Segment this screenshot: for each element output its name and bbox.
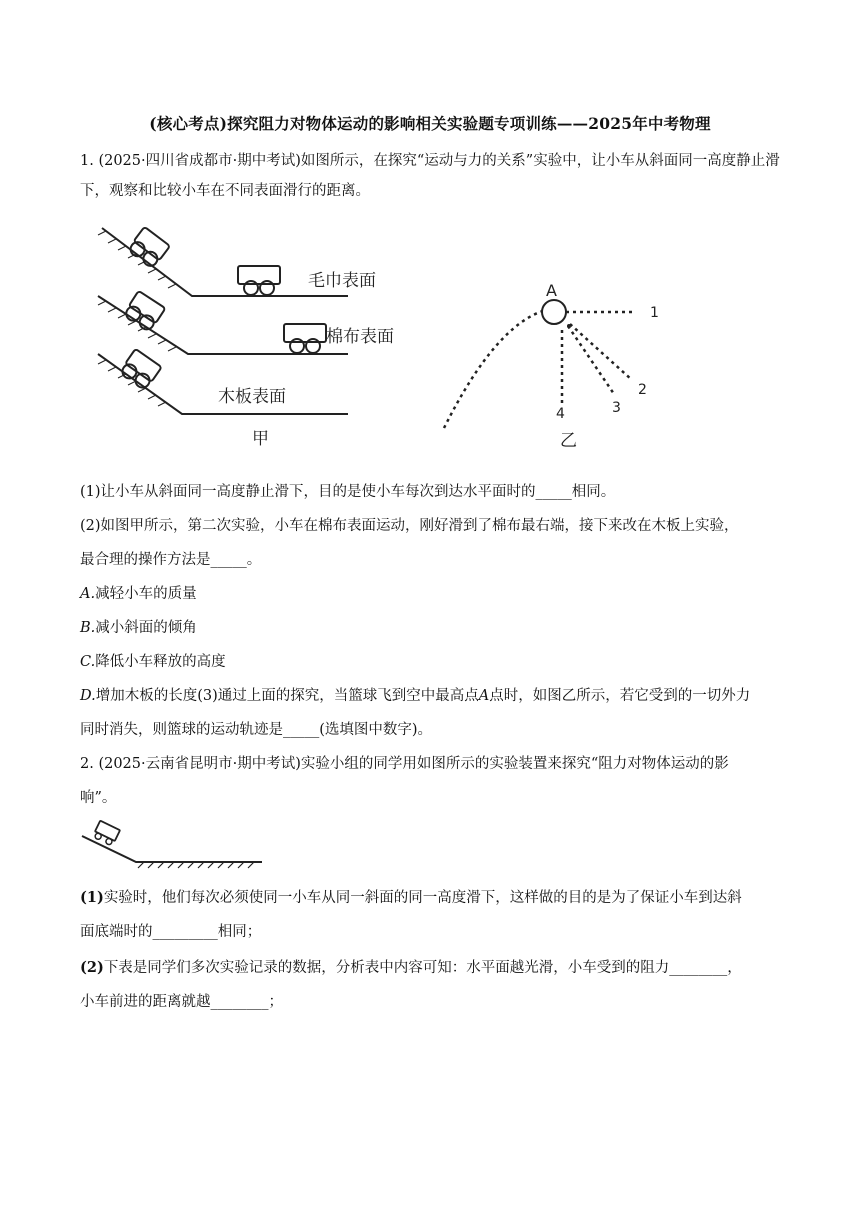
figure-q2-incline xyxy=(80,818,264,872)
label-jia: 甲 xyxy=(252,429,269,449)
option-c-text: 降低小车释放的高度 xyxy=(95,654,226,670)
q2-sub1-line1 xyxy=(80,888,742,908)
label-n1: 1 xyxy=(650,305,659,321)
option-a-letter: A. xyxy=(80,586,96,602)
q2-stem-line2: 响”。 xyxy=(80,790,117,806)
q1-stem: 1. (2025·四川省成都市·期中考试)如图所示，在探究“运动与力的关系”实验中，让小车从斜面同一高度静止滑下，观察和比较小车在不同表面滑行的距离。 xyxy=(80,153,780,199)
label-yi: 乙 xyxy=(560,431,577,451)
label-wood: 木板表面 xyxy=(218,387,286,407)
option-d-text: 增加木板的长度 xyxy=(95,688,198,704)
q1-sub1: (1)让小车从斜面同一高度静止滑下，目的是使小车每次到达水平面时的_____相同。 xyxy=(80,484,616,500)
figure-jia xyxy=(96,218,416,454)
q1-sub3-line2: 同时消失，则篮球的运动轨迹是_____(选填图中数字)。 xyxy=(80,722,433,738)
option-a xyxy=(80,584,197,604)
parabola-path xyxy=(444,310,546,428)
label-n4: 4 xyxy=(556,406,565,422)
label-cotton: 棉布表面 xyxy=(326,327,394,347)
q1-sub3-part2: 点时，如图乙所示，若它受到的一切外力 xyxy=(489,688,751,704)
q1-sub3-point: A xyxy=(478,688,490,704)
label-n3: 3 xyxy=(612,400,621,416)
label-n2: 2 xyxy=(638,382,647,398)
option-c xyxy=(80,652,226,672)
label-a: A xyxy=(546,281,557,300)
path-2 xyxy=(570,324,632,380)
figure-yi xyxy=(436,274,676,454)
q2-sub1-line2: 面底端时的_________相同； xyxy=(80,924,262,940)
q1-sub2-line1: (2)如图甲所示，第二次实验，小车在棉布表面运动，刚好滑到了棉布最右端，接下来改在木板上实验， xyxy=(80,518,739,534)
option-b-letter: B. xyxy=(80,620,96,636)
cart-flat-1 xyxy=(238,266,280,295)
q1-sub2-line2: 最合理的操作方法是_____。 xyxy=(80,552,262,568)
q2-sub2-line1 xyxy=(80,958,742,978)
q2-sub1-text: 实验时，他们每次必须使同一小车从同一斜面的同一高度滑下，这样做的目的是为了保证小车到达斜 xyxy=(103,890,742,906)
path-3 xyxy=(568,326,614,394)
option-b-text: 减小斜面的倾角 xyxy=(95,620,197,636)
cart-flat-2 xyxy=(284,324,326,353)
option-b xyxy=(80,618,197,638)
option-d-letter: D. xyxy=(80,688,96,704)
q2-sub1-num: (1) xyxy=(80,889,104,906)
option-d xyxy=(80,686,750,706)
q1-sub3-part1: (3)通过上面的探究，当篮球飞到空中最高点 xyxy=(197,688,479,704)
page-title: (核心考点)探究阻力对物体运动的影响相关实验题专项训练——2025年中考物理 xyxy=(149,114,711,133)
basketball xyxy=(542,300,566,324)
option-c-letter: C. xyxy=(80,654,96,670)
q2-sub2-line2: 小车前进的距离就越________； xyxy=(80,994,283,1010)
q2-sub2-num: (2) xyxy=(80,959,104,976)
option-a-text: 减轻小车的质量 xyxy=(95,586,197,602)
label-towel: 毛巾表面 xyxy=(308,271,376,291)
q2-stem-line1: 2. (2025·云南省昆明市·期中考试)实验小组的同学用如图所示的实验装置来探究“阻力对物体运动的影 xyxy=(80,756,729,772)
q2-sub2-text: 下表是同学们多次实验记录的数据，分析表中内容可知：水平面越光滑，小车受到的阻力________， xyxy=(103,960,742,976)
